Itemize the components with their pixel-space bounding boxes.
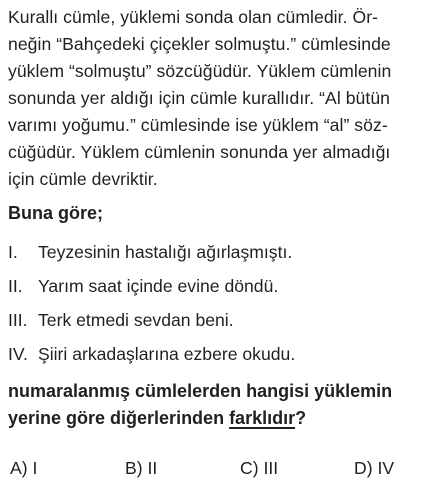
option-a[interactable]: A) I (10, 458, 38, 478)
intro-heading: Buna göre; (8, 203, 104, 223)
question-line-1: numaralanmış cümlelerden hangisi yüklemin (8, 381, 393, 401)
sentence-text: Teyzesinin hastalığı ağırlaşmıştı. (38, 242, 293, 262)
sentence-text: Şiiri arkadaşlarına ezbere okudu. (38, 344, 296, 364)
numbered-sentence-4 (8, 341, 295, 367)
paragraph-line: sonunda yer aldığı için cümle kurallıdır. “Al bütün (8, 88, 390, 108)
sentence-number: III. (8, 310, 28, 330)
option-c[interactable]: C) III (240, 458, 279, 478)
emphasized-word: farklıdır (229, 408, 296, 428)
paragraph-line: Kurallı cümle, yüklemi sonda olan cümledir. Ör- (8, 7, 379, 27)
paragraph-line: neğin “Bahçedeki çiçekler solmuştu.” cümlesinde (8, 34, 391, 54)
answer-options (8, 454, 440, 482)
question-prefix: yerine göre diğerlerinden (8, 408, 230, 428)
paragraph-line: varımı yoğumu.” cümlesinde ise yüklem “al” söz- (8, 115, 388, 135)
sentence-text: Terk etmedi sevdan beni. (38, 310, 234, 330)
sentence-text: Yarım saat içinde evine döndü. (38, 276, 279, 296)
paragraph-line: cüğüdür. Yüklem cümlenin sonunda yer almadığı (8, 142, 391, 162)
paragraph-line: yüklem “solmuştu” sözcüğüdür. Yüklem cümlenin (8, 61, 392, 81)
numbered-sentence-2 (8, 273, 278, 299)
numbered-sentence-1 (8, 239, 292, 265)
option-d[interactable]: D) IV (354, 458, 395, 478)
option-b[interactable]: B) II (125, 458, 158, 478)
sentence-number: II. (8, 276, 23, 296)
paragraph-line: için cümle devriktir. (8, 169, 158, 189)
sentence-number: IV. (8, 344, 28, 364)
numbered-sentence-3 (8, 307, 234, 333)
question-line-2 (8, 405, 306, 432)
question-mark: ? (295, 408, 307, 428)
sentence-number: I. (8, 242, 18, 262)
